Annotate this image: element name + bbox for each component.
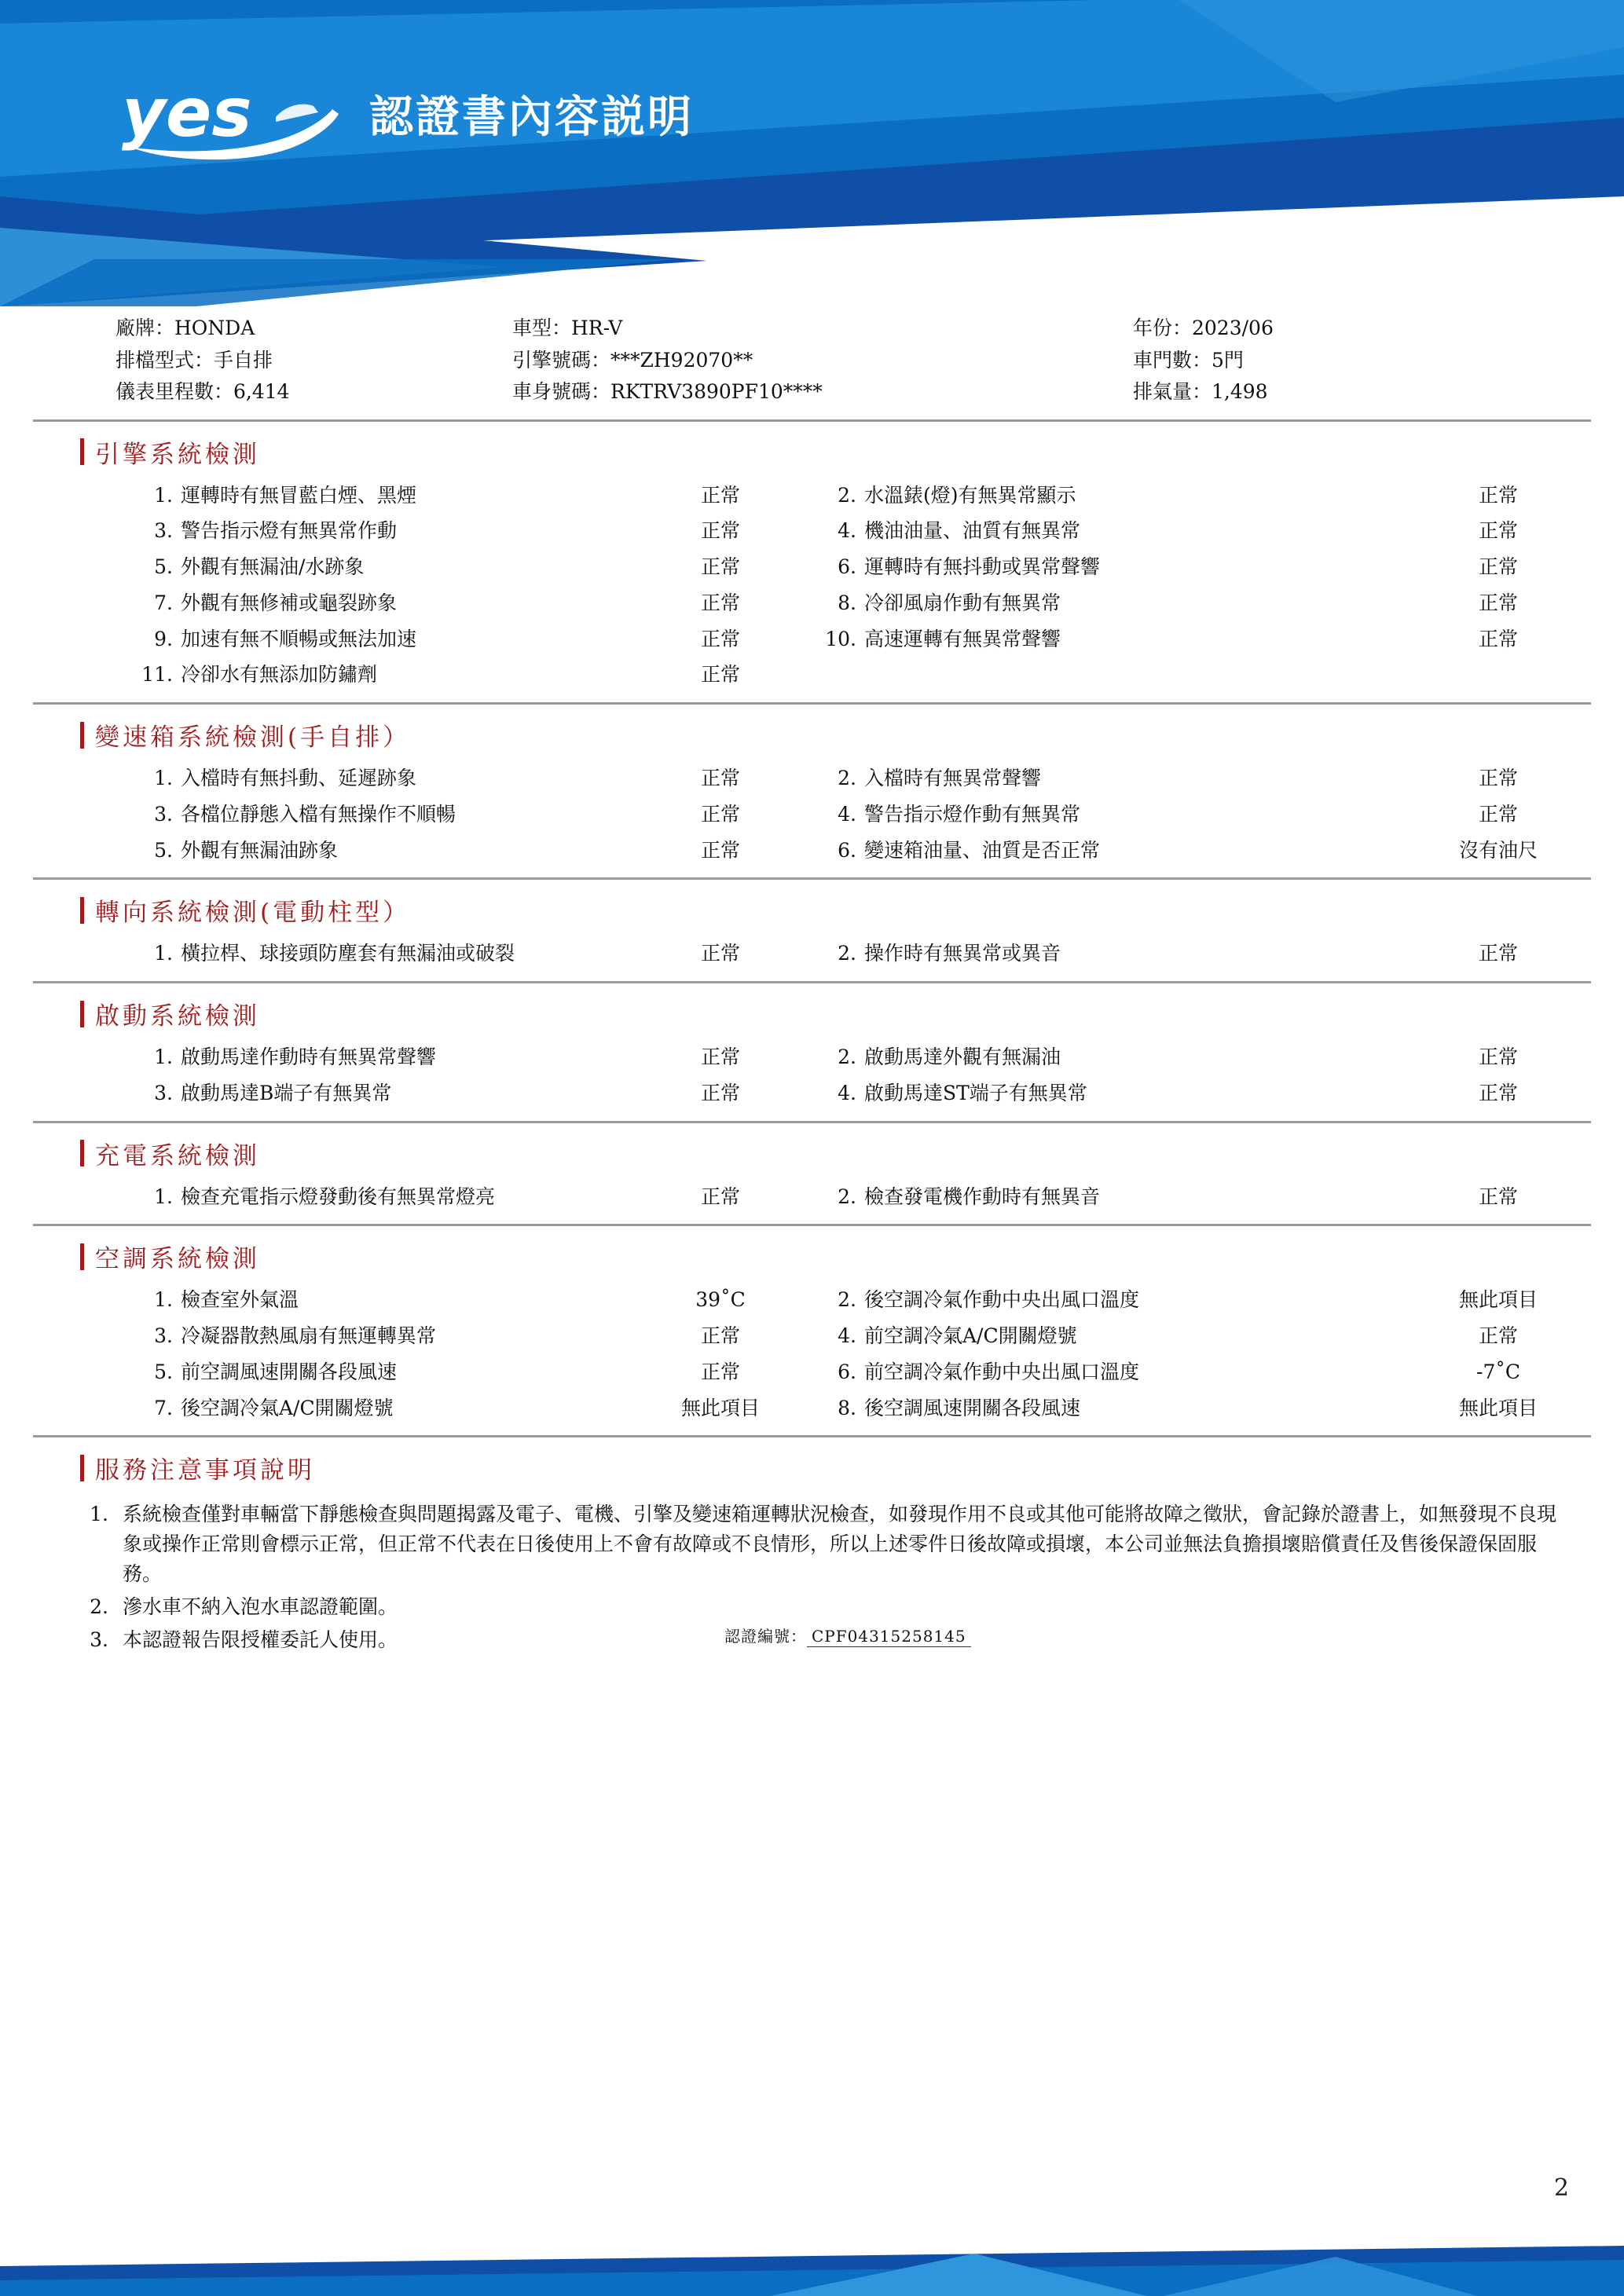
table-row	[33, 513, 1591, 549]
item-number: 2.	[838, 1045, 856, 1068]
section-marker-icon	[80, 1001, 84, 1027]
item-text: 啟動馬達ST端子有無異常	[864, 1081, 1087, 1104]
item-number: 9.	[154, 627, 173, 650]
footer-banner-graphic	[0, 2225, 1624, 2296]
vehicle-vin: 車身號碼：RKTRV3890PF10****	[512, 380, 823, 403]
item-text: 水溫錶(燈)有無異常顯示	[864, 483, 1076, 507]
item-result: 正常	[700, 555, 740, 578]
vehicle-model: 車型：HR-V	[512, 317, 623, 339]
item-result: 正常	[700, 802, 740, 826]
item-result: 正常	[700, 483, 740, 507]
item-number: 2.	[838, 942, 856, 965]
check-item	[33, 1395, 803, 1422]
item-text: 警告指示燈作動有無異常	[864, 802, 1081, 826]
item-number: 1.	[154, 1288, 173, 1312]
item-result: 正常	[700, 1081, 740, 1104]
item-number: 1.	[154, 1045, 173, 1068]
check-item	[33, 1287, 803, 1313]
check-item	[803, 940, 1589, 967]
item-text: 前空調風速開關各段風速	[181, 1360, 398, 1383]
item-number: 4.	[838, 1324, 856, 1347]
item-result: 正常	[700, 942, 740, 965]
certificate-number: CPF04315258145	[807, 1627, 971, 1647]
check-item	[803, 1080, 1589, 1107]
item-number: 1.	[154, 1185, 173, 1208]
table-row	[33, 1075, 1591, 1111]
section-header	[33, 705, 1591, 760]
item-text: 外觀有無漏油/水跡象	[181, 555, 365, 578]
check-item	[803, 1044, 1589, 1071]
item-number: 2.	[838, 767, 856, 789]
item-text: 檢查室外氣溫	[181, 1288, 299, 1312]
section-service-notes	[33, 1437, 1591, 1652]
check-item	[803, 626, 1589, 653]
section-marker-icon	[80, 1243, 84, 1270]
section-title: 啟動系統檢測	[95, 1002, 260, 1031]
item-number: 6.	[838, 555, 856, 578]
check-item	[803, 518, 1589, 544]
item-number: 3.	[154, 802, 173, 826]
table-row	[33, 478, 1591, 514]
check-item	[33, 1184, 803, 1210]
item-result: 正常	[1478, 1185, 1518, 1208]
table-row	[33, 760, 1591, 796]
check-item	[803, 1359, 1589, 1386]
certificate-label: 認證編號：	[724, 1627, 807, 1646]
section-starter	[33, 983, 1591, 1123]
section-items	[33, 1282, 1591, 1437]
vehicle-info-column-3	[1133, 313, 1573, 408]
item-text: 外觀有無漏油跡象	[181, 838, 339, 862]
page-header	[0, 0, 1624, 306]
check-item	[33, 626, 803, 653]
table-row	[33, 1282, 1591, 1318]
item-text: 各檔位靜態入檔有無操作不順暢	[181, 802, 456, 826]
table-row	[33, 1390, 1591, 1426]
item-text: 啟動馬達外觀有無漏油	[864, 1045, 1061, 1068]
item-result: 正常	[1478, 942, 1518, 965]
item-text: 檢查發電機作動時有無異音	[864, 1185, 1101, 1208]
table-row	[33, 796, 1591, 833]
item-result: 正常	[700, 1185, 740, 1208]
item-number: 1.	[154, 483, 173, 507]
table-row	[33, 657, 1591, 693]
section-items	[33, 936, 1591, 983]
section-header	[33, 1123, 1591, 1179]
item-number: 8.	[838, 591, 856, 614]
check-item	[803, 1395, 1589, 1422]
item-number: 3.	[154, 519, 173, 543]
item-result: 正常	[1478, 627, 1518, 650]
yes-logo	[122, 75, 357, 161]
item-number: 2.	[838, 1288, 856, 1312]
check-item	[33, 1080, 803, 1107]
list-item	[33, 1498, 1591, 1591]
table-row	[33, 549, 1591, 585]
item-number: 5.	[154, 555, 173, 578]
check-item	[33, 1359, 803, 1386]
section-charging	[33, 1123, 1591, 1227]
item-result: 無此項目	[1458, 1288, 1538, 1312]
item-result: 正常	[1478, 802, 1518, 826]
section-title: 空調系統檢測	[95, 1245, 260, 1274]
check-item	[803, 1184, 1589, 1210]
item-result	[1408, 661, 1589, 688]
item-result: 正常	[700, 591, 740, 614]
item-result: 正常	[700, 519, 740, 543]
table-row	[33, 1354, 1591, 1390]
item-result: 正常	[1478, 591, 1518, 614]
note-number: 2.	[90, 1595, 108, 1619]
item-text: 高速運轉有無異常聲響	[864, 627, 1061, 650]
check-item	[33, 554, 803, 580]
table-row	[33, 936, 1591, 972]
item-text: 運轉時有無冒藍白煙、黑煙	[181, 483, 417, 507]
section-transmission	[33, 705, 1591, 880]
item-result: 無此項目	[680, 1396, 760, 1419]
section-header	[33, 880, 1591, 936]
check-item-empty	[803, 661, 1589, 688]
item-number: 4.	[838, 519, 856, 543]
item-number: 3.	[154, 1081, 173, 1104]
section-title: 引擎系統檢測	[95, 440, 260, 469]
table-row	[33, 1039, 1591, 1075]
item-result: 正常	[700, 838, 740, 862]
check-item	[33, 765, 803, 792]
svg-text:yes: yes	[122, 75, 252, 152]
item-text: 前空調冷氣A/C開關燈號	[864, 1324, 1077, 1347]
section-title: 服務注意事項說明	[95, 1456, 315, 1485]
table-row	[33, 585, 1591, 621]
item-result: 正常	[700, 1360, 740, 1383]
item-number: 8.	[838, 1396, 856, 1419]
check-item	[33, 801, 803, 828]
check-item	[803, 801, 1589, 828]
note-text: 滲水車不納入泡水車認證範圍。	[123, 1595, 398, 1619]
section-header	[33, 1226, 1591, 1282]
section-items	[33, 760, 1591, 880]
item-text: 橫拉桿、球接頭防塵套有無漏油或破裂	[181, 942, 515, 965]
item-text: 後空調冷氣作動中央出風口溫度	[864, 1288, 1140, 1312]
section-marker-icon	[80, 438, 84, 465]
item-number: 11.	[141, 663, 173, 687]
vehicle-mileage: 儀表里程數：6,414	[115, 380, 290, 403]
check-item	[33, 518, 803, 544]
item-text: 加速有無不順暢或無法加速	[181, 627, 417, 650]
section-marker-icon	[80, 1140, 84, 1166]
item-number: 4.	[838, 802, 856, 826]
item-result: 正常	[1478, 767, 1518, 789]
note-number: 1.	[90, 1503, 108, 1526]
list-item	[33, 1591, 1591, 1624]
item-result: 正常	[1478, 483, 1518, 507]
section-engine	[33, 422, 1591, 705]
item-text: 後空調風速開關各段風速	[864, 1396, 1081, 1419]
document-title: 認證書內容説明	[369, 91, 694, 143]
item-number: 7.	[154, 1396, 173, 1419]
item-text: 入檔時有無抖動、延遲跡象	[181, 767, 417, 789]
item-number: 3.	[154, 1324, 173, 1347]
page-footer	[0, 2225, 1624, 2296]
item-result: 正常	[700, 663, 740, 687]
vehicle-engine-number: 引擎號碼：***ZH92070**	[512, 348, 753, 372]
item-number: 5.	[154, 1360, 173, 1383]
item-number: 5.	[154, 838, 173, 862]
section-items	[33, 478, 1591, 705]
item-number: 1.	[154, 767, 173, 789]
table-row	[33, 833, 1591, 869]
section-header	[33, 983, 1591, 1039]
check-item	[803, 765, 1589, 792]
item-number: 10.	[825, 627, 856, 650]
vehicle-door-count: 車門數：5門	[1133, 348, 1244, 372]
section-marker-icon	[80, 722, 84, 749]
item-text: 檢查充電指示燈發動後有無異常燈亮	[181, 1185, 496, 1208]
check-item	[33, 1323, 803, 1349]
item-text: 冷凝器散熱風扇有無運轉異常	[181, 1324, 437, 1347]
item-result: 正常	[700, 627, 740, 650]
item-number: 1.	[154, 942, 173, 965]
vehicle-brand: 廠牌：HONDA	[115, 317, 255, 339]
item-text: 後空調冷氣A/C開關燈號	[181, 1396, 394, 1419]
check-item	[33, 837, 803, 864]
item-result: 沒有油尺	[1458, 838, 1538, 862]
item-result: 39˚C	[695, 1288, 746, 1312]
section-header	[33, 1437, 1591, 1493]
item-result: 正常	[1478, 519, 1518, 543]
item-result: 正常	[700, 1045, 740, 1068]
item-text: 入檔時有無異常聲響	[864, 767, 1042, 789]
note-number: 3.	[90, 1628, 108, 1652]
item-result: 正常	[1478, 555, 1518, 578]
item-number: 6.	[838, 838, 856, 862]
item-result: 正常	[700, 767, 740, 789]
note-text: 本認證報告限授權委託人使用。	[123, 1628, 398, 1652]
item-text: 變速箱油量、油質是否正常	[864, 838, 1101, 862]
table-row	[33, 621, 1591, 657]
vehicle-info-block	[33, 313, 1591, 422]
table-row	[33, 1179, 1591, 1215]
vehicle-info-column-1	[33, 313, 512, 408]
item-number: 2.	[838, 1185, 856, 1208]
table-row	[33, 1318, 1591, 1354]
vehicle-displacement: 排氣量：1,498	[1133, 380, 1268, 403]
vehicle-transmission: 排檔型式：手自排	[115, 348, 273, 372]
section-header	[33, 422, 1591, 478]
page-number: 2	[1553, 2174, 1569, 2202]
item-text: 啟動馬達作動時有無異常聲響	[181, 1045, 437, 1068]
item-number: 6.	[838, 1360, 856, 1383]
check-item	[803, 837, 1589, 864]
check-item	[803, 590, 1589, 617]
item-text	[864, 661, 1408, 688]
item-number: 4.	[838, 1081, 856, 1104]
section-items	[33, 1039, 1591, 1123]
section-marker-icon	[80, 1455, 84, 1481]
section-items	[33, 1179, 1591, 1227]
item-result: 正常	[1478, 1081, 1518, 1104]
item-text: 冷卻水有無添加防鏽劑	[181, 663, 378, 687]
section-title: 變速箱系統檢測(手自排）	[95, 723, 411, 752]
item-number	[811, 661, 856, 688]
item-text: 機油油量、油質有無異常	[864, 519, 1081, 543]
section-steering	[33, 880, 1591, 983]
item-result: 正常	[700, 1324, 740, 1347]
section-title: 轉向系統檢測(電動柱型）	[95, 899, 411, 928]
item-text: 外觀有無修補或龜裂跡象	[181, 591, 398, 614]
vehicle-year: 年份：2023/06	[1133, 317, 1274, 339]
section-title: 充電系統檢測	[95, 1141, 260, 1170]
check-item	[33, 940, 803, 967]
item-text: 操作時有無異常或異音	[864, 942, 1061, 965]
check-item	[803, 1323, 1589, 1349]
note-text: 系統檢查僅對車輛當下靜態檢查與問題揭露及電子、電機、引擎及變速箱運轉狀況檢查，如發現作用不良或其他可能將故障之徵狀，會記錄於證書上，如無發現不良現象或操作正常則會標示正常，但正常不代表在日後使用上不會有故障或不良情形，所以上述零件日後故障或損壞，本公司並無法負擔損壞賠償責任及售後保證保固服務。	[123, 1503, 1557, 1586]
check-item	[803, 1287, 1589, 1313]
item-text: 啟動馬達B端子有無異常	[181, 1081, 392, 1104]
item-text: 警告指示燈有無異常作動	[181, 519, 398, 543]
item-result: 正常	[1478, 1045, 1518, 1068]
item-text: 運轉時有無抖動或異常聲響	[864, 555, 1101, 578]
check-item	[803, 554, 1589, 580]
section-air-conditioning	[33, 1226, 1591, 1437]
item-text: 冷卻風扇作動有無異常	[864, 591, 1061, 614]
item-text: 前空調冷氣作動中央出風口溫度	[864, 1360, 1140, 1383]
vehicle-info-column-2	[512, 313, 1133, 408]
section-marker-icon	[80, 897, 84, 924]
item-result: -7˚C	[1476, 1360, 1520, 1383]
item-number: 2.	[838, 483, 856, 507]
item-result: 無此項目	[1458, 1396, 1538, 1419]
item-result: 正常	[1478, 1324, 1518, 1347]
check-item	[33, 590, 803, 617]
check-item	[33, 661, 803, 688]
document-body	[0, 313, 1624, 1652]
check-item	[33, 1044, 803, 1071]
item-number: 7.	[154, 591, 173, 614]
check-item	[33, 482, 803, 509]
check-item	[803, 482, 1589, 509]
